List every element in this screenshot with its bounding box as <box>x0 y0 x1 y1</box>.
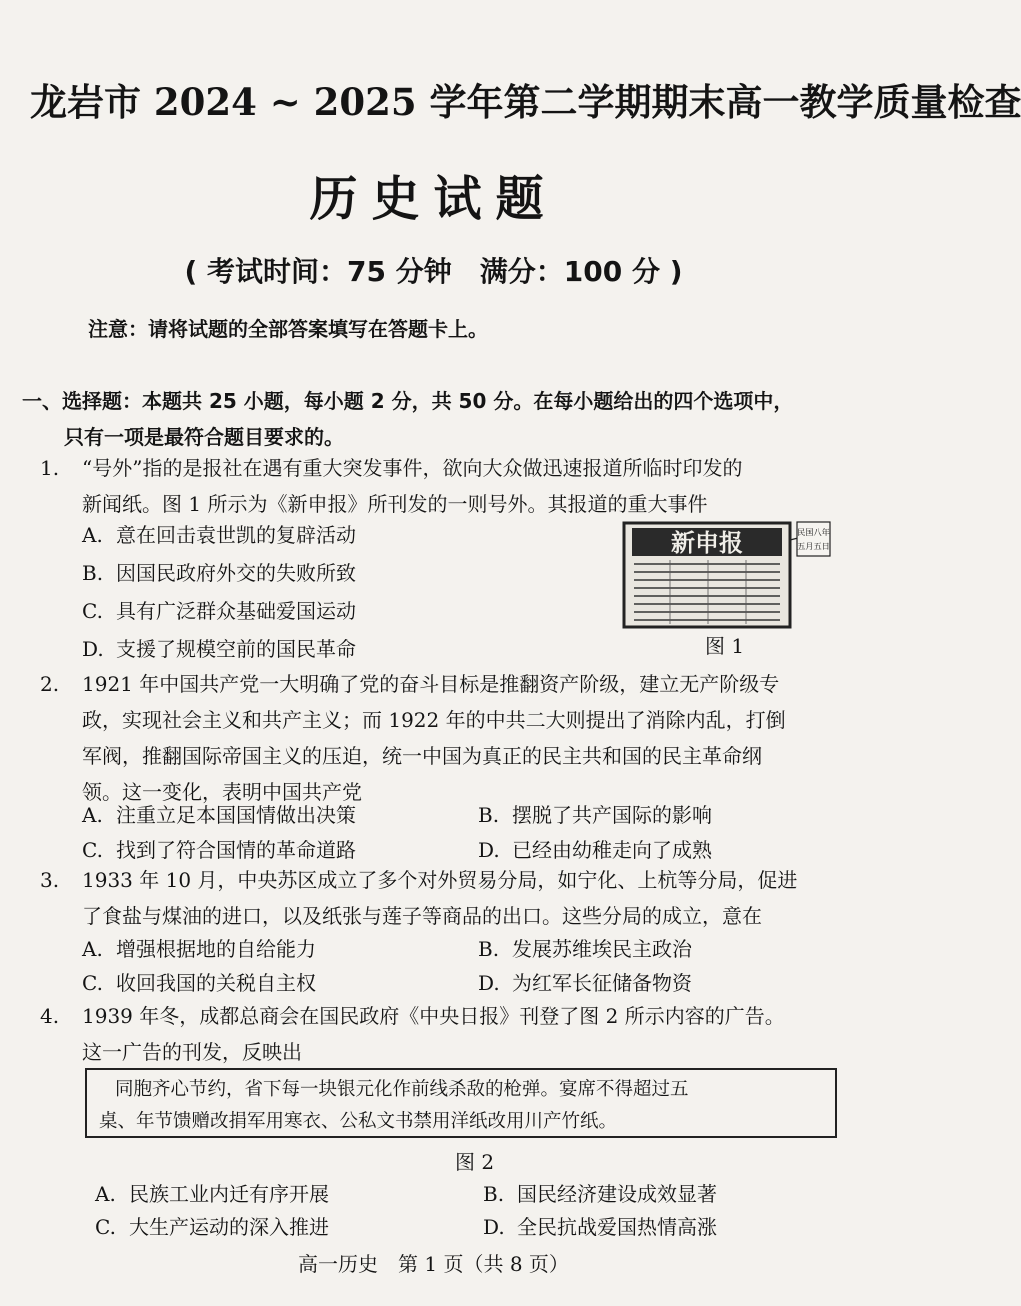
question-stem-line: 1933 年 10 月，中央苏区成立了多个对外贸易分局，如宁化、上杭等分局，促进 <box>82 868 798 892</box>
question-stem-line: “号外”指的是报社在遇有重大突发事件，欲向大众做迅速报道所临时印发的 <box>82 456 743 480</box>
question-3 <box>40 862 860 934</box>
advertisement-line1: 同胞齐心节约，省下每一块银元化作前线杀敌的枪弹。宴席不得超过五 <box>115 1079 689 1100</box>
newspaper-masthead: 新申报 <box>671 528 743 557</box>
advertisement-line2: 桌、年节馈赠改捐军用寒衣、公私文书禁用洋纸改用川产竹纸。 <box>99 1111 618 1132</box>
section-heading-line1: 一、选择题：本题共 25 小题，每小题 2 分，共 50 分。在每小题给出的四个选项中， <box>22 389 794 413</box>
option-1a[interactable]: A. 意在回击袁世凯的复辟活动 <box>82 523 356 547</box>
date-note-line2: 五月五日 <box>797 541 830 551</box>
question-stem-line: 政，实现社会主义和共产主义；而 1922 年的中共二大则提出了消除内乱，打倒 <box>82 708 786 732</box>
question-4 <box>40 998 860 1070</box>
question-number: 1. <box>40 456 60 480</box>
option-2d[interactable]: D. 已经由幼稚走向了成熟 <box>478 838 712 862</box>
option-3b[interactable]: B. 发展苏维埃民主政治 <box>478 937 692 961</box>
section-heading-line2: 只有一项是最符合题目要求的。 <box>64 425 344 449</box>
option-4c[interactable]: C. 大生产运动的深入推进 <box>95 1215 329 1239</box>
question-1 <box>40 450 860 522</box>
page-footer: 高一历史 第 1 页（共 8 页） <box>298 1252 569 1276</box>
advertisement-box <box>85 1068 837 1138</box>
option-3d[interactable]: D. 为红军长征储备物资 <box>478 971 692 995</box>
question-stem-line: 1939 年冬，成都总商会在国民政府《中央日报》刊登了图 2 所示内容的广告。 <box>82 1004 785 1028</box>
option-2c[interactable]: C. 找到了符合国情的革命道路 <box>82 838 356 862</box>
option-3a[interactable]: A. 增强根据地的自给能力 <box>82 937 316 961</box>
notice: 注意：请将试题的全部答案填写在答题卡上。 <box>88 317 488 341</box>
option-4a[interactable]: A. 民族工业内迁有序开展 <box>95 1182 329 1206</box>
question-stem-line: 军阀，推翻国际帝国主义的压迫，统一中国为真正的民主共和国的民主革命纲 <box>82 744 762 768</box>
question-stem-line: 这一广告的刊发，反映出 <box>82 1040 302 1064</box>
option-1c[interactable]: C. 具有广泛群众基础爱国运动 <box>82 599 356 623</box>
subject-title: 历史试题 <box>309 171 558 227</box>
option-4d[interactable]: D. 全民抗战爱国热情高涨 <box>483 1215 717 1239</box>
figure-2-label: 图 2 <box>455 1150 495 1174</box>
question-stem-line: 了食盐与煤油的进口，以及纸张与莲子等商品的出口。这些分局的成立，意在 <box>82 904 762 928</box>
exam-title: 龙岩市 2024 ~ 2025 学年第二学期期末高一教学质量检查 <box>30 80 1021 124</box>
option-2b[interactable]: B. 摆脱了共产国际的影响 <box>478 803 712 827</box>
option-1b[interactable]: B. 因国民政府外交的失败所致 <box>82 561 356 585</box>
option-4b[interactable]: B. 国民经济建设成效显著 <box>483 1182 717 1206</box>
option-2a[interactable]: A. 注重立足本国国情做出决策 <box>82 803 356 827</box>
question-stem-line: 领。这一变化，表明中国共产党 <box>82 780 362 804</box>
option-3c[interactable]: C. 收回我国的关税自主权 <box>82 971 316 995</box>
newspaper-extra-image <box>620 520 832 630</box>
exam-info: ( 考试时间：75 分钟 满分：100 分 ) <box>184 255 683 288</box>
question-number: 3. <box>40 868 60 892</box>
question-number: 2. <box>40 672 60 696</box>
question-stem-line: 1921 年中国共产党一大明确了党的奋斗目标是推翻资产阶级，建立无产阶级专 <box>82 672 780 696</box>
question-2 <box>40 666 860 810</box>
question-number: 4. <box>40 1004 60 1028</box>
date-note-line1: 民国八年 <box>797 527 830 537</box>
option-1d[interactable]: D. 支援了规模空前的国民革命 <box>82 637 356 661</box>
section-heading <box>22 383 862 455</box>
figure-1-label: 图 1 <box>705 634 745 658</box>
question-stem-line: 新闻纸。图 1 所示为《新申报》所刊发的一则号外。其报道的重大事件 <box>82 492 708 516</box>
